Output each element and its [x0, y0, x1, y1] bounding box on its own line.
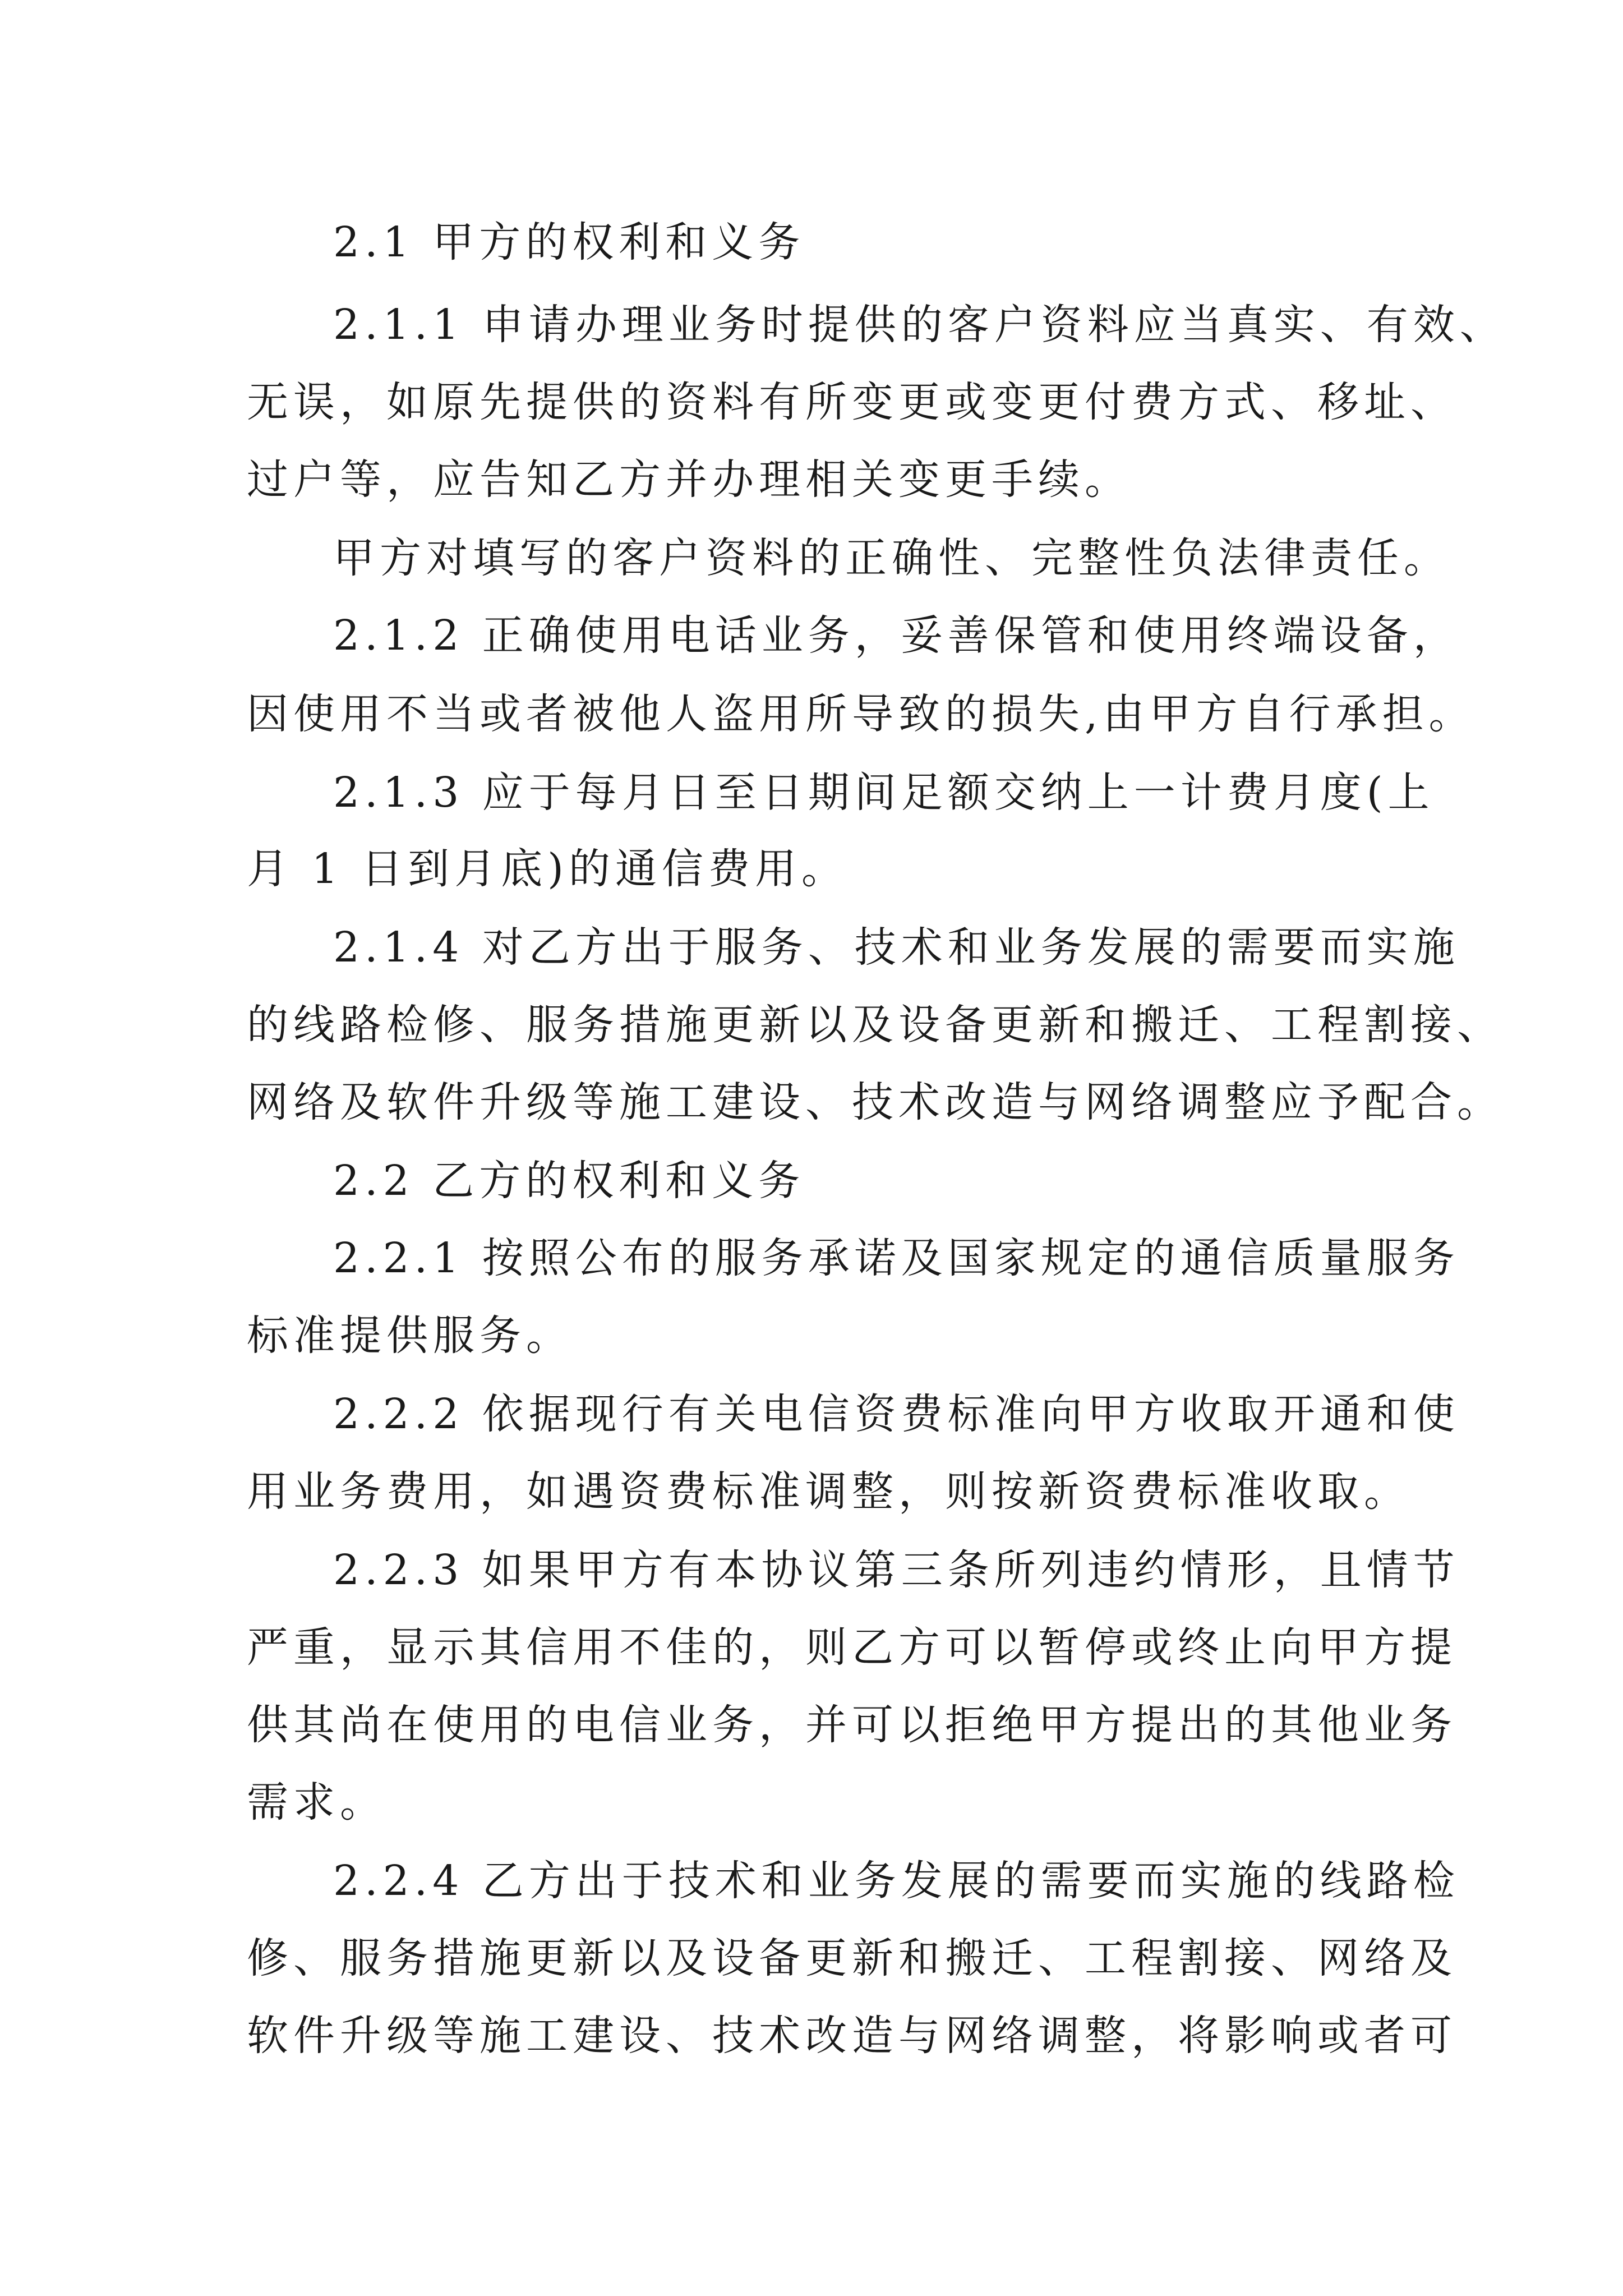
section-heading-2-2: 2.2 乙方的权利和义务: [333, 1157, 805, 1205]
paragraph-2-1-1-line-1: 2.1.1 申请办理业务时提供的客户资料应当真实、有效、: [333, 301, 1506, 349]
paragraph-2-2-3-line-2: 严重，显示其信用不佳的，则乙方可以暂停或终止向甲方提: [247, 1623, 1457, 1672]
paragraph-2-2-4-line-1: 2.2.4 乙方出于技术和业务发展的需要而实施的线路检: [333, 1857, 1460, 1905]
paragraph-2-1-3-line-1: 2.1.3 应于每月日至日期间足额交纳上一计费月度(上: [333, 769, 1435, 817]
paragraph-2-1-1-line-3: 过户等，应告知乙方并办理相关变更手续。: [247, 455, 1131, 504]
paragraph-2-1-2-line-2: 因使用不当或者被他人盗用所导致的损失,由甲方自行承担。: [247, 690, 1476, 738]
paragraph-2-2-2-line-1: 2.2.2 依据现行有关电信资费标准向甲方收取开通和使: [333, 1390, 1460, 1438]
paragraph-2-1-3-line-2: 月 1 日到月底)的通信费用。: [247, 845, 848, 893]
paragraph-2-2-1-line-2: 标准提供服务。: [247, 1312, 573, 1360]
paragraph-2-1-4-line-1: 2.1.4 对乙方出于服务、技术和业务发展的需要而实施: [333, 923, 1460, 972]
paragraph-2-2-3-line-1: 2.2.3 如果甲方有本协议第三条所列违约情形，且情节: [333, 1546, 1460, 1594]
paragraph-2-2-2-line-2: 用业务费用，如遇资费标准调整，则按新资费标准收取。: [247, 1467, 1410, 1516]
paragraph-liability: 甲方对填写的客户资料的正确性、完整性负法律责任。: [333, 534, 1450, 582]
paragraph-2-2-4-line-2: 修、服务措施更新以及设备更新和搬迁、工程割接、网络及: [247, 1934, 1457, 1982]
section-heading-2-1: 2.1 甲方的权利和义务: [333, 218, 805, 266]
paragraph-2-2-4-line-3: 软件升级等施工建设、技术改造与网络调整，将影响或者可: [247, 2012, 1457, 2060]
paragraph-2-1-4-line-2: 的线路检修、服务措施更新以及设备更新和搬迁、工程割接、: [247, 1001, 1504, 1049]
paragraph-2-2-3-line-3: 供其尚在使用的电信业务，并可以拒绝甲方提出的其他业务: [247, 1701, 1457, 1749]
paragraph-2-1-1-line-2: 无误，如原先提供的资料有所变更或变更付费方式、移址、: [247, 378, 1457, 426]
paragraph-2-2-3-line-4: 需求。: [247, 1778, 386, 1826]
paragraph-2-1-4-line-3: 网络及软件升级等施工建设、技术改造与网络调整应予配合。: [247, 1078, 1504, 1126]
paragraph-2-2-1-line-1: 2.2.1 按照公布的服务承诺及国家规定的通信质量服务: [333, 1234, 1460, 1282]
paragraph-2-1-2-line-1: 2.1.2 正确使用电话业务，妥善保管和使用终端设备，: [333, 611, 1460, 660]
